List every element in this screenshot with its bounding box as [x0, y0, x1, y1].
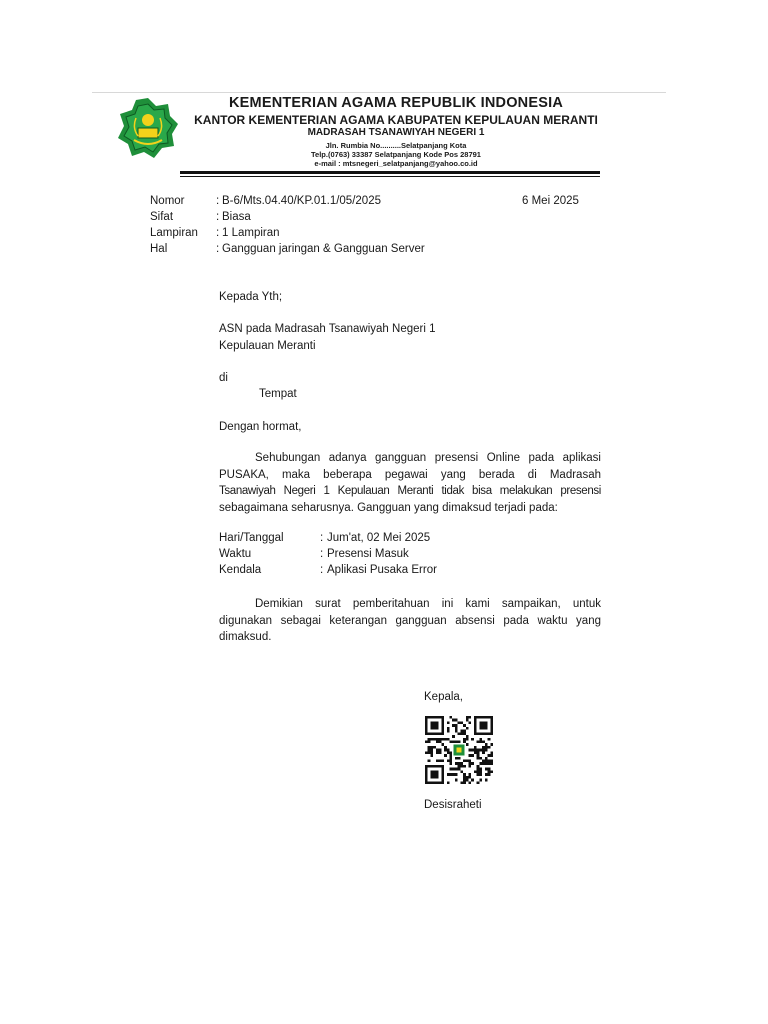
letterhead-ministry: KEMENTERIAN AGAMA REPUBLIK INDONESIA: [229, 95, 563, 111]
letterhead-school: MADRASAH TSANAWIYAH NEGERI 1: [307, 127, 485, 138]
lampiran-label: Lampiran: [150, 227, 198, 239]
meta-colon: :: [216, 243, 220, 255]
kemenag-logo-icon: [116, 96, 180, 160]
salutation: Dengan hormat,: [219, 421, 302, 433]
qr-code-icon: [425, 716, 493, 784]
paragraph-line: dimaksud.: [219, 631, 272, 644]
nomor-value: B-6/Mts.04.40/KP.01.1/05/2025: [222, 195, 381, 207]
letter-date: 6 Mei 2025: [522, 195, 579, 207]
signature-title: Kepala,: [424, 691, 464, 703]
meta-colon: :: [216, 227, 220, 239]
detail-colon: :: [320, 564, 324, 576]
detail-colon: :: [320, 532, 324, 544]
detail-value: Presensi Masuk: [327, 548, 409, 560]
letterhead-email: e-mail : mtsnegeri_selatpanjang@yahoo.co.id: [314, 159, 478, 168]
detail-value: Aplikasi Pusaka Error: [327, 564, 437, 576]
paragraph-line: sebagaimana seharusnya. Gangguan yang dimaksud terjadi pada:: [219, 501, 558, 514]
recipient-line-1: ASN pada Madrasah Tsanawiyah Negeri 1: [219, 323, 436, 335]
detail-label: Kendala: [219, 564, 262, 576]
letterhead-divider-thick: [180, 171, 600, 174]
letterhead-address: Jln. Rumbia No..........Selatpanjang Kota: [325, 141, 467, 150]
lampiran-value: 1 Lampiran: [222, 227, 280, 239]
paragraph-line: Tsanawiyah Negeri 1 Kepulauan Meranti tidak bisa melakukan presensi: [219, 485, 601, 498]
letterhead-phone: Telp.(0763) 33387 Selatpanjang Kode Pos 28791: [311, 150, 481, 159]
paragraph-closing: [219, 596, 601, 646]
meta-colon: :: [216, 211, 220, 223]
paragraph-line: Sehubungan adanya gangguan presensi Online pada aplikasi: [255, 452, 601, 464]
nomor-label: Nomor: [150, 195, 185, 207]
di-text: di: [219, 372, 228, 384]
detail-label: Hari/Tanggal: [219, 532, 284, 544]
meta-colon: :: [216, 195, 220, 207]
sifat-value: Biasa: [222, 211, 251, 223]
detail-value: Jum'at, 02 Mei 2025: [327, 532, 431, 544]
paragraph-opening: [219, 450, 601, 516]
hal-value: Gangguan jaringan & Gangguan Server: [222, 243, 425, 255]
tempat-text: Tempat: [259, 388, 297, 400]
detail-colon: :: [320, 548, 324, 560]
greeting: Kepada Yth;: [219, 291, 283, 303]
paragraph-line: digunakan sebagai keterangan gangguan absensi pada waktu yang: [219, 614, 601, 627]
detail-label: Waktu: [219, 548, 252, 560]
paragraph-line: PUSAKA, maka beberapa pegawai yang berada di Madrasah: [219, 468, 601, 481]
hal-label: Hal: [150, 243, 168, 255]
signatory-name: Desisraheti: [424, 799, 482, 811]
page-top-edge: [92, 92, 666, 93]
letterhead-office: KANTOR KEMENTERIAN AGAMA KABUPATEN KEPULAUAN MERANTI: [194, 113, 598, 127]
letterhead-divider-thin: [180, 176, 600, 177]
recipient-line-2: Kepulauan Meranti: [219, 340, 316, 352]
paragraph-line: Demikian surat pemberitahuan ini kami sampaikan, untuk: [255, 598, 601, 610]
sifat-label: Sifat: [150, 211, 174, 223]
